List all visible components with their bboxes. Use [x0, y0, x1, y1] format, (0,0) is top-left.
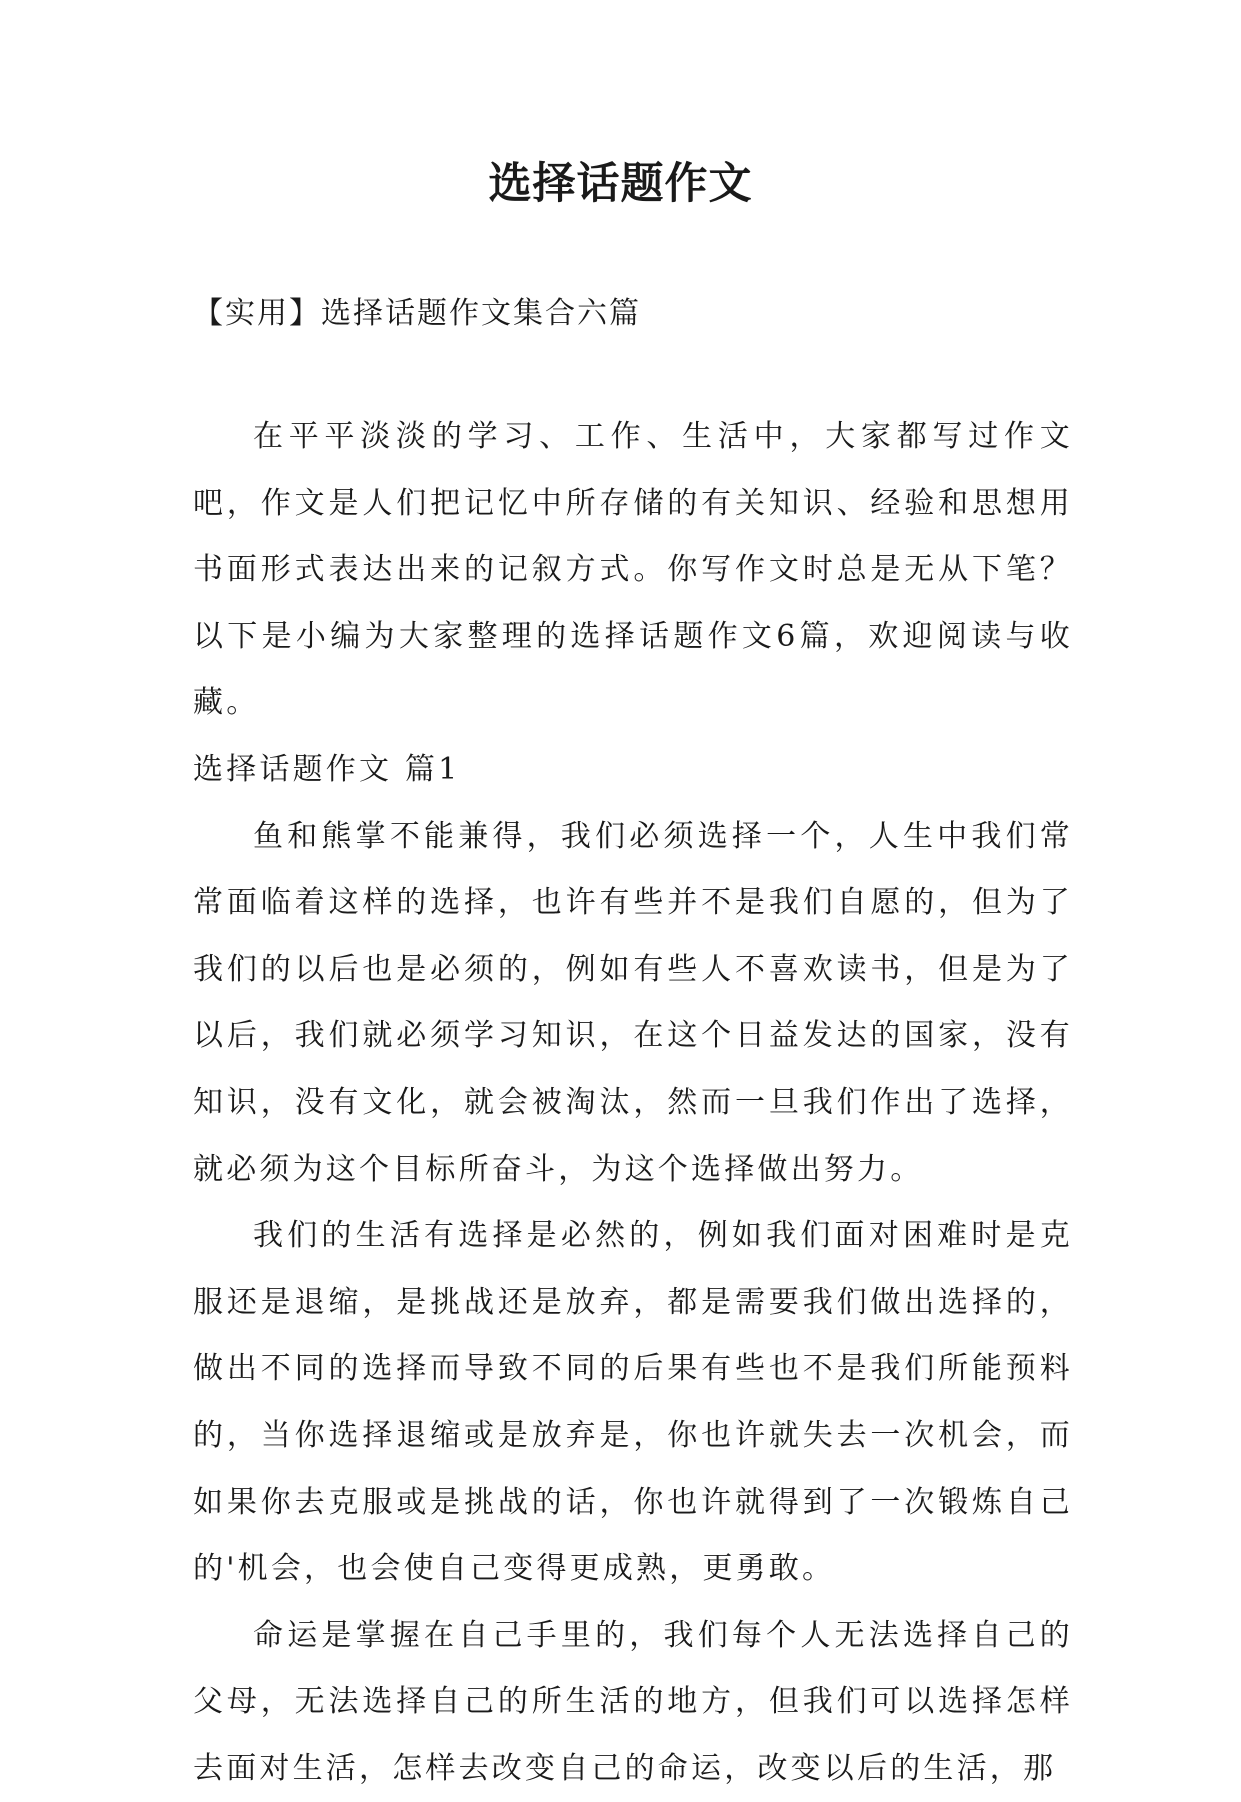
section-heading: 选择话题作文 篇1 [193, 751, 461, 787]
document-body [193, 404, 1073, 1802]
body-paragraph: 命运是掌握在自己手里的，我们每个人无法选择自己的父母，无法选择自己的所生活的地方，但我们可以选择怎样去面对生活，怎样去改变自己的命运，改变以后的生活，那 [193, 1617, 1073, 1786]
intro-paragraph: 在平平淡淡的学习、工作、生活中，大家都写过作文吧，作文是人们把记忆中所存储的有关知识、经验和思想用书面形式表达出来的记叙方式。你写作文时总是无从下笔？以下是小编为大家整理的选择话题作文6篇，欢迎阅读与收藏。 [193, 419, 1073, 721]
document-title: 选择话题作文 [488, 159, 753, 209]
body-paragraph: 我们的生活有选择是必然的，例如我们面对困难时是克服还是退缩，是挑战还是放弃，都是需要我们做出选择的，做出不同的选择而导致不同的后果有些也不是我们所能预料的，当你选择退缩或是放弃是，你也许就失去一次机会，而如果你去克服或是挑战的话，你也许就得到了一次锻炼自己的'机会，也会使自己变得更成熟，更勇敢。 [193, 1218, 1073, 1587]
body-paragraph: 鱼和熊掌不能兼得，我们必须选择一个，人生中我们常常面临着这样的选择，也许有些并不是我们自愿的，但为了我们的以后也是必须的，例如有些人不喜欢读书，但是为了以后，我们就必须学习知识，在这个日益发达的国家，没有知识，没有文化，就会被淘汰，然而一旦我们作出了选择，就必须为这个目标所奋斗，为这个选择做出努力。 [193, 818, 1073, 1187]
document-subtitle: 【实用】选择话题作文集合六篇 [193, 296, 641, 331]
